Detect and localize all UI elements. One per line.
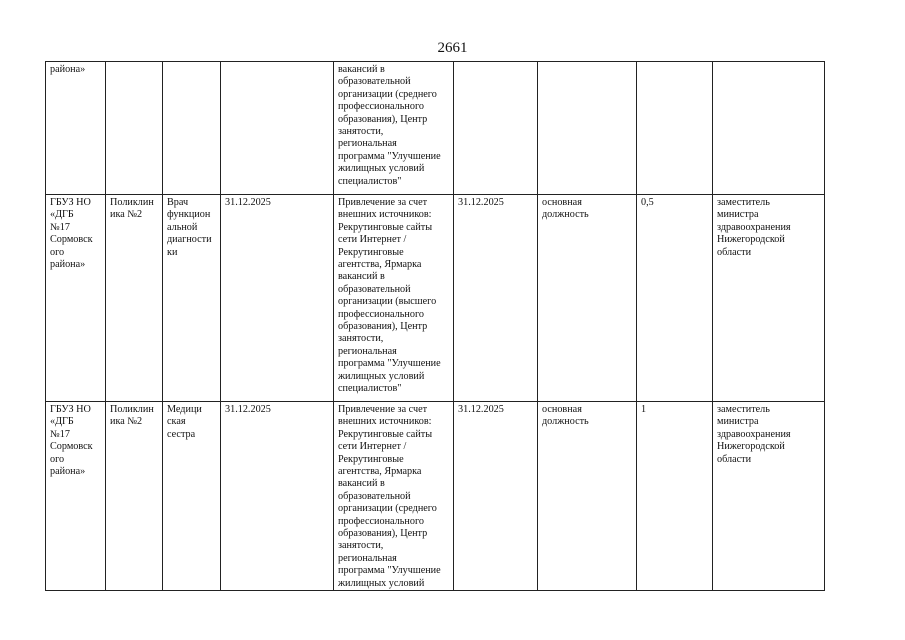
responsible-cell: заместитель министра здравоохранения Нижегородской области [713,195,825,402]
date-cell [454,62,538,195]
position-type-cell: основная должность [538,402,637,591]
rate-cell: 1 [637,402,713,591]
position-type-cell [538,62,637,195]
page-number: 2661 [437,40,468,56]
responsible-cell: заместитель министра здравоохранения Нижегородской области [713,402,825,591]
responsible-cell [713,62,825,195]
date-cell: 31.12.2025 [454,195,538,402]
department-cell: Поликлин ика №2 [106,195,163,402]
org-cell: ГБУЗ НО «ДГБ №17 Сормовск ого района» [46,402,106,591]
sources-cell: Привлечение за счет внешних источников: Рекрутинговые сайты сети Интернет / Рекрутинговые агентства, Ярмарка вакансий в образовательной организации (высшего профессионального образования), Центр занятости, региональная программа "Улучшение жилищных условий специалистов" [334,195,454,402]
date-cell: 31.12.2025 [454,402,538,591]
date-cell: 31.12.2025 [221,402,334,591]
rate-cell [637,62,713,195]
sources-cell: вакансий в образовательной организации (среднего профессионального образования), Центр занятости, региональная программа "Улучшение жилищных условий специалистов" [334,62,454,195]
date-cell [221,62,334,195]
position-cell: Врач функцион альной диагности ки [163,195,221,402]
staffing-table [45,61,825,591]
position-cell [163,62,221,195]
department-cell: Поликлин ика №2 [106,402,163,591]
table-row [46,195,825,402]
org-cell: ГБУЗ НО «ДГБ №17 Сормовск ого района» [46,195,106,402]
position-cell: Медици ская сестра [163,402,221,591]
table-row [46,402,825,591]
position-type-cell: основная должность [538,195,637,402]
org-cell: района» [46,62,106,195]
table-row [46,62,825,195]
department-cell [106,62,163,195]
rate-cell: 0,5 [637,195,713,402]
date-cell: 31.12.2025 [221,195,334,402]
sources-cell: Привлечение за счет внешних источников: Рекрутинговые сайты сети Интернет / Рекрутинговые агентства, Ярмарка вакансий в образовательной организации (среднего профессионального образования), Центр занятости, региональная программа "Улучшение жилищных условий [334,402,454,591]
